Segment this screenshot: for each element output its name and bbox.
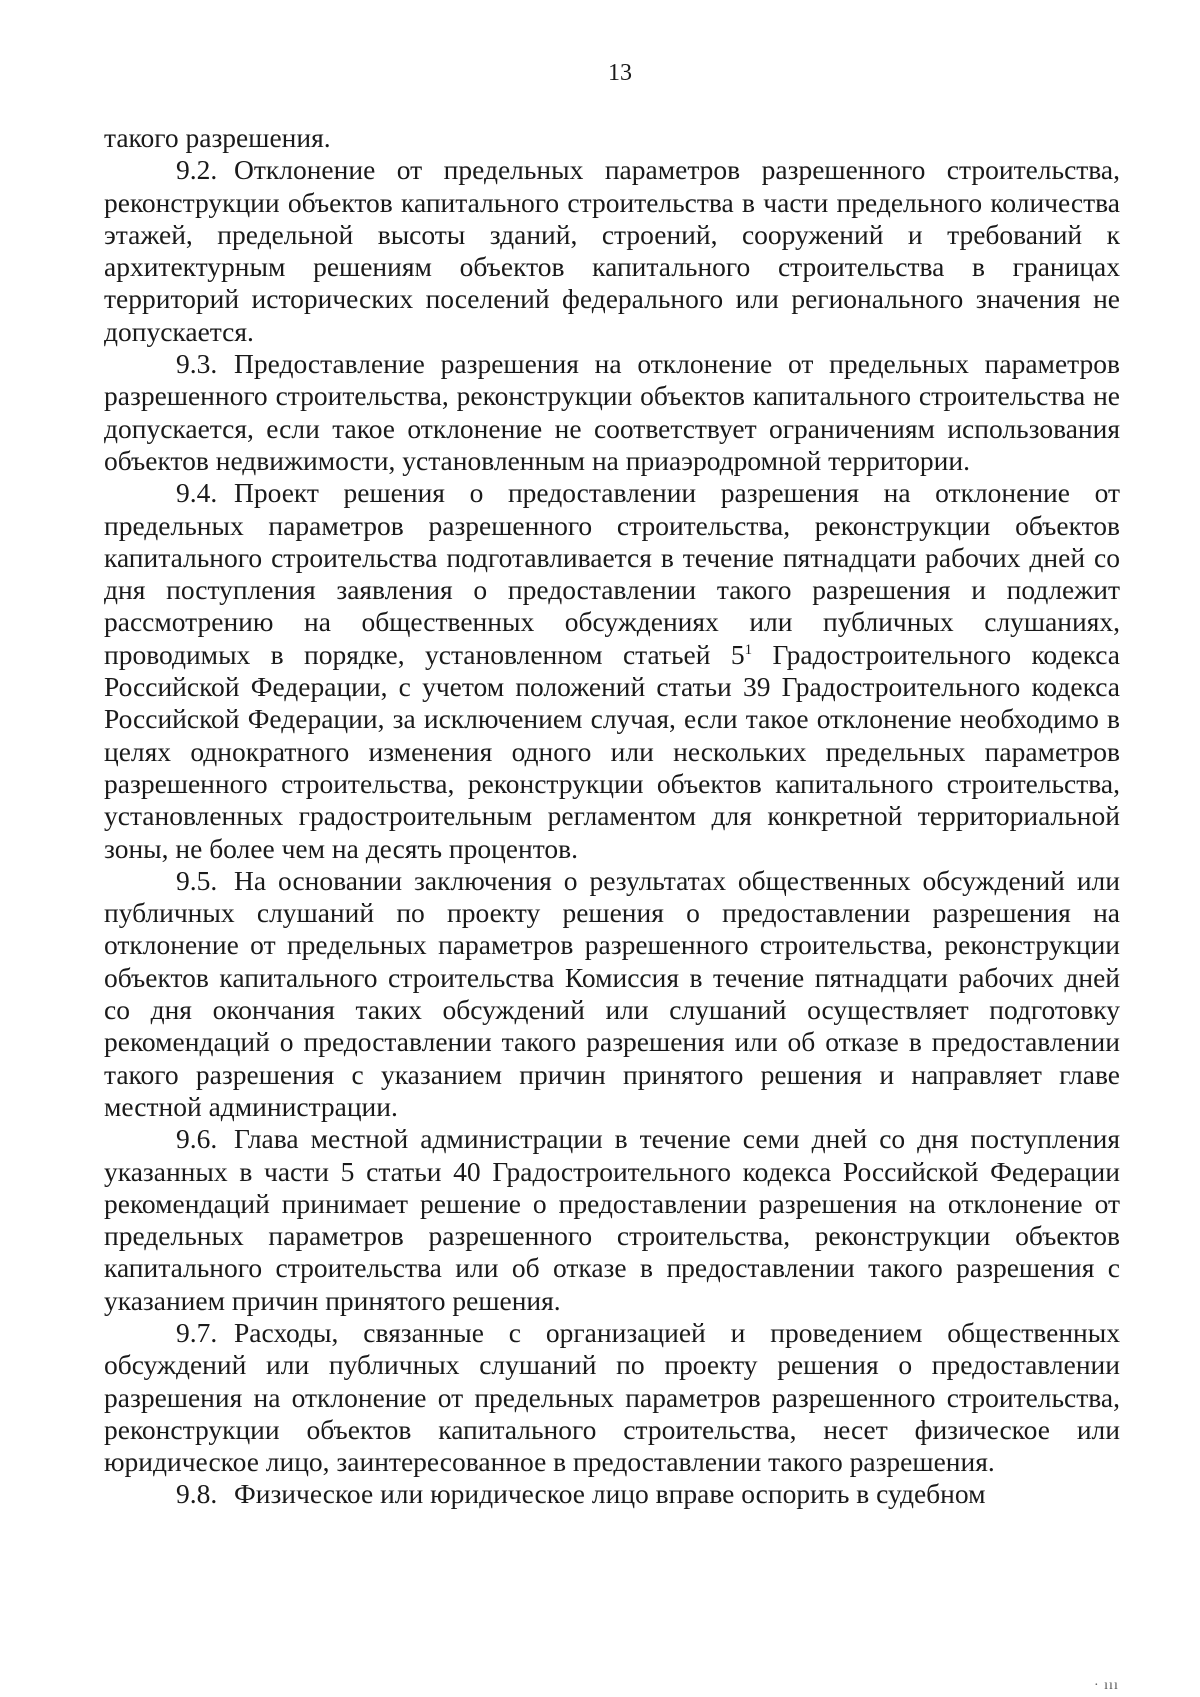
page-number: 13 — [608, 60, 632, 86]
paragraph-text: Предоставление разрешения на отклонение от предельных параметров разрешенного строительства, реконструкции объектов капитального строительства не допускается, если такое отклонение не соответствует ограничениям использования объектов недвижимости, установленным на приаэродромной территории. — [104, 348, 1120, 476]
paragraph-number: 9.4. — [176, 477, 218, 509]
paragraph-number: 9.6. — [176, 1123, 218, 1155]
paragraph-text: Физическое или юридическое лицо вправе оспорить в судебном — [234, 1478, 986, 1510]
document-body — [104, 122, 1120, 1511]
paragraph-9-6 — [104, 1123, 1120, 1317]
paragraph-9-7 — [104, 1317, 1120, 1478]
paragraph-9-4 — [104, 477, 1120, 865]
paragraph-text: Глава местной администрации в течение семи дней со дня поступления указанных в части 5 статьи 40 Градостроительного кодекса Российской Федерации рекомендаций принимает решение о предоставлении разрешения на отклонение от предельных параметров разрешенного строительства, реконструкции объектов капитального строительства или об отказе в предоставлении такого разрешения с указанием причин принятого решения. — [104, 1123, 1120, 1316]
paragraph-9-2 — [104, 154, 1120, 348]
paragraph-number: 9.7. — [176, 1316, 218, 1348]
paragraph-text: Проект решения о предоставлении разрешения на отклонение от предельных параметров разрешенного строительства, реконструкции объектов капитального строительства подготавливается в течение пятнадцати рабочих дней со дня поступления заявления о предоставлении такого разрешения и подлежит рассмотрению на общественных обсуждениях или публичных слушаниях, проводимых в порядке, установленном статьей 5 — [104, 477, 1120, 670]
paragraph-text: Расходы, связанные с организацией и проведением общественных обсуждений или публичных слушаний по проекту решения о предоставлении разрешения на отклонение от предельных параметров разрешенного строительства, реконструкции объектов капитального строительства, несет физическое или юридическое лицо, заинтересованное в предоставлении такого разрешения. — [104, 1316, 1120, 1478]
paragraph-9-8 — [104, 1478, 1120, 1510]
paragraph-number: 9.2. — [176, 154, 218, 186]
paragraph-9-5 — [104, 865, 1120, 1123]
paragraph-9-3 — [104, 348, 1120, 477]
paragraph-text: На основании заключения о результатах общественных обсуждений или публичных слушаний по проекту решения о предоставлении разрешения на отклонение от предельных параметров разрешенного строительства, реконструкции объектов капитального строительства Комиссия в течение пятнадцати рабочих дней со дня окончания таких обсуждений или слушаний осуществляет подготовку рекомендаций о предоставлении такого разрешения или об отказе в предоставлении такого разрешения с указанием причин принятого решения и направляет главе местной администрации. — [104, 864, 1120, 1122]
paragraph-text-continued: Градостроительного кодекса Российской Федерации, с учетом положений статьи 39 Градостроительного кодекса Российской Федерации, за исключением случая, если такое отклонение необходимо в целях однократного изменения одного или нескольких предельных параметров разрешенного строительства, реконструкции объектов капитального строительства, установленных градостроительным регламентом для конкретной территориальной зоны, не более чем на десять процентов. — [104, 638, 1120, 864]
paragraph-number: 9.3. — [176, 348, 218, 380]
paragraph-number: 9.8. — [176, 1478, 218, 1510]
article-superscript: 1 — [744, 641, 753, 658]
paragraph-number: 9.5. — [176, 864, 218, 896]
scan-mark: · ııı — [1094, 1678, 1119, 1693]
continuation-text: такого разрешения. — [104, 122, 331, 153]
paragraph-text: Отклонение от предельных параметров разрешенного строительства, реконструкции объектов капитального строительства в части предельного количества этажей, предельной высоты зданий, строений, сооружений и требований к архитектурным решениям объектов капитального строительства в границах территорий исторических поселений федерального или регионального значения не допускается. — [104, 154, 1120, 347]
